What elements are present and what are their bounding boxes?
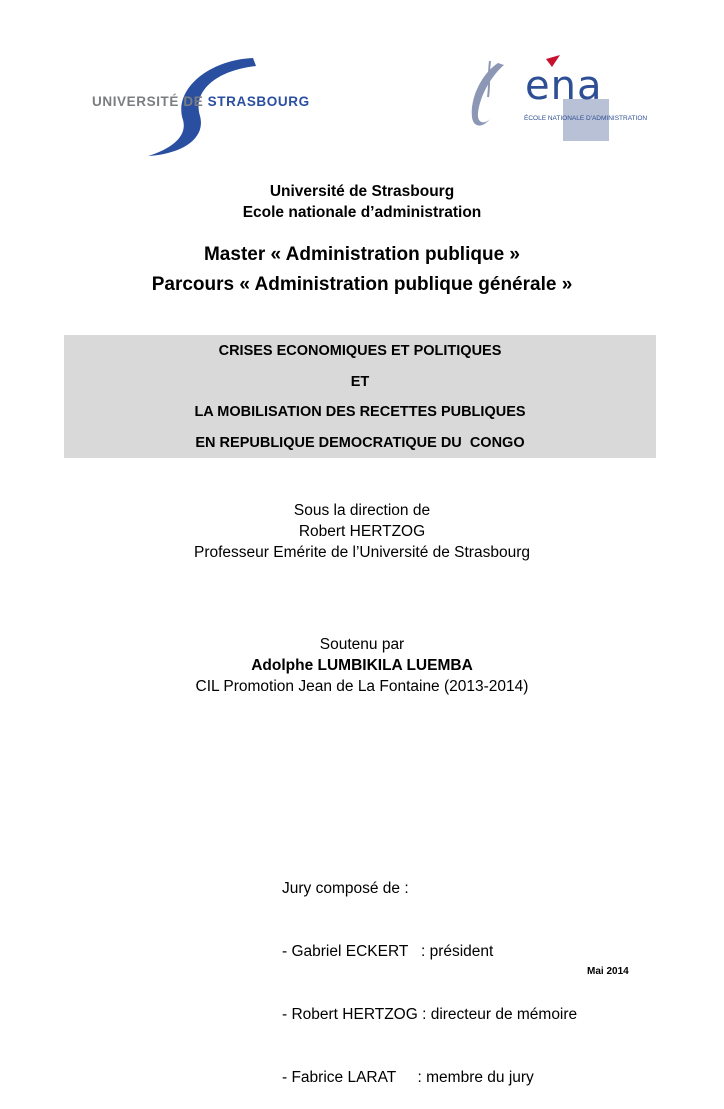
title-line-3: LA MOBILISATION DES RECETTES PUBLIQUES bbox=[194, 404, 526, 420]
master-title: Master « Administration publique » bbox=[203, 244, 520, 265]
supervision-block bbox=[0, 500, 724, 563]
thesis-title-box bbox=[64, 335, 656, 458]
institutions-block bbox=[0, 181, 724, 223]
jury-member: - Robert HERTZOG : directeur de mémoire bbox=[282, 1006, 578, 1023]
author-name: Adolphe LUMBIKILA LUEMBA bbox=[251, 657, 473, 674]
ena-subtitle: ÉCOLE NATIONALE D'ADMINISTRATION bbox=[524, 115, 648, 122]
jury-intro: Jury composé de : bbox=[282, 880, 409, 897]
jury-block bbox=[282, 836, 577, 1109]
universite-strasbourg-logo bbox=[88, 50, 318, 160]
ena-wordmark: ena bbox=[525, 63, 603, 109]
ena-logo bbox=[460, 55, 650, 145]
program-block bbox=[0, 240, 724, 300]
title-line-1: CRISES ECONOMIQUES ET POLITIQUES bbox=[218, 343, 502, 359]
jury-member: - Gabriel ECKERT : président bbox=[282, 943, 494, 960]
title-line-4: EN REPUBLIQUE DEMOCRATIQUE DU CONGO bbox=[195, 434, 525, 451]
title-line-2: ET bbox=[350, 373, 370, 390]
direction-intro: Sous la direction de bbox=[293, 502, 431, 519]
school-name: Ecole nationale d’administration bbox=[242, 204, 482, 221]
author-intro: Soutenu par bbox=[319, 636, 405, 653]
author-block bbox=[0, 634, 724, 697]
jury-member: - Fabrice LARAT : membre du jury bbox=[282, 1069, 534, 1086]
supervisor-role: Professeur Emérite de l’Université de Strasbourg bbox=[194, 544, 530, 561]
unistra-wordmark: UNIVERSITÉ DE STRASBOURG bbox=[92, 94, 310, 109]
university-name: Université de Strasbourg bbox=[269, 183, 455, 200]
document-date: Mai 2014 bbox=[587, 966, 629, 977]
supervisor-name: Robert HERTZOG bbox=[298, 523, 426, 540]
author-promotion: CIL Promotion Jean de La Fontaine (2013-2014) bbox=[195, 678, 529, 695]
parcours-title: Parcours « Administration publique générale » bbox=[151, 274, 573, 295]
